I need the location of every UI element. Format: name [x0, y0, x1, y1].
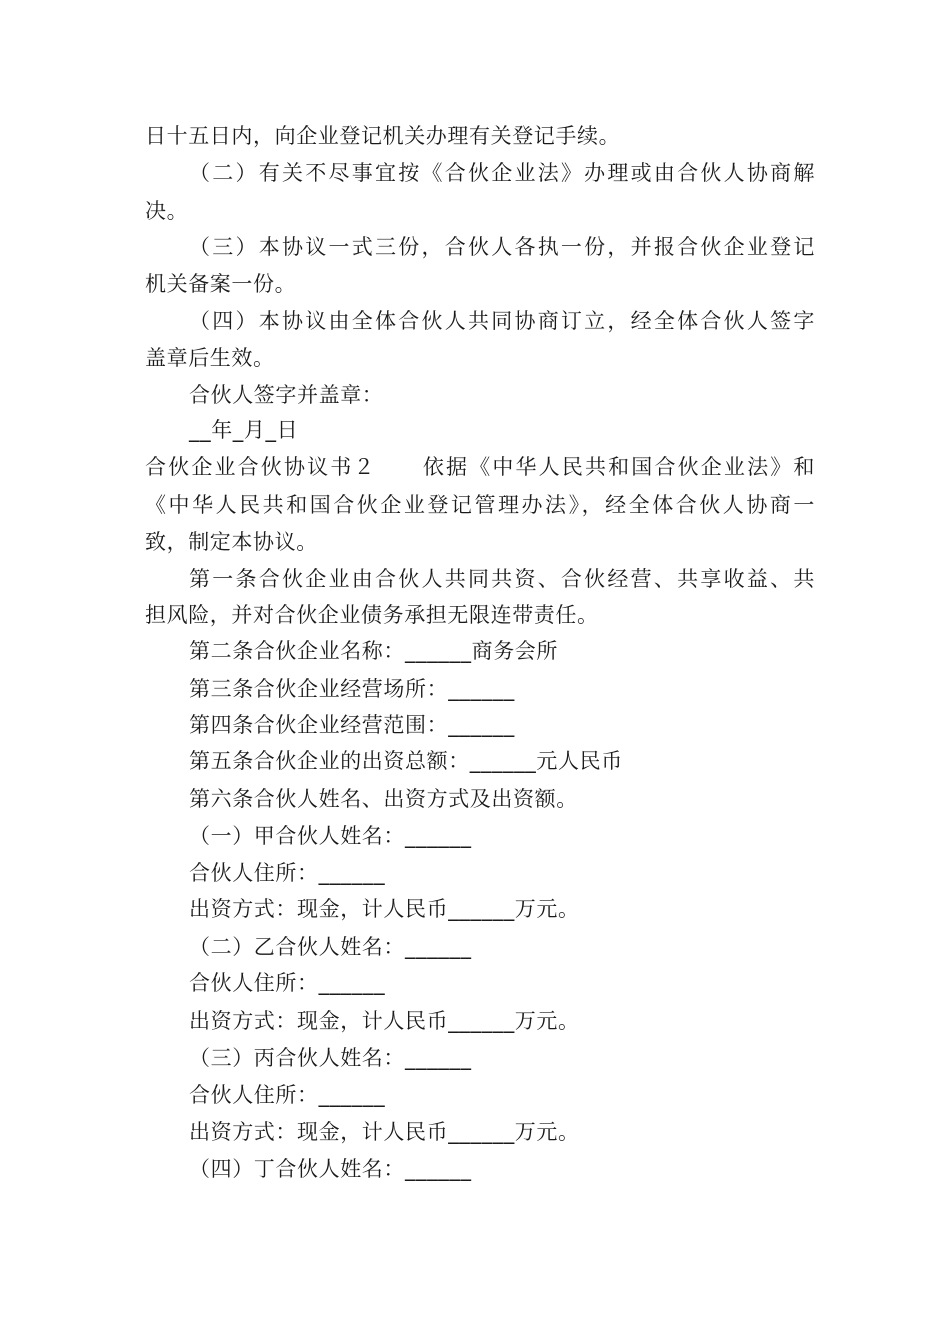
- text-line: __年_月_日: [189, 418, 299, 442]
- text-line: （二）有关不尽事宜按《合伙企业法》办理或由合伙人协商解: [189, 161, 815, 185]
- text-line: 《中华人民共和国合伙企业登记管理办法》，经全体合伙人协商一: [145, 493, 815, 517]
- text-line: 合伙人签字并盖章：: [189, 383, 384, 407]
- text-line: 出资方式：现金，计人民币______万元。: [189, 897, 580, 921]
- section-heading: 合伙企业合伙协议书２ 依据《中华人民共和国合伙企业法》和: [145, 455, 815, 479]
- text-line: 日十五日内，向企业登记机关办理有关登记手续。: [145, 124, 621, 148]
- text-line: （三）本协议一式三份，合伙人各执一份，并报合伙企业登记: [189, 235, 815, 259]
- text-line: 第二条合伙企业名称：______商务会所: [189, 639, 558, 663]
- text-line: （三）丙合伙人姓名：______: [189, 1046, 472, 1070]
- text-line: （二）乙合伙人姓名：______: [189, 935, 472, 959]
- text-line: 出资方式：现金，计人民币______万元。: [189, 1009, 580, 1033]
- text-line: 机关备案一份。: [145, 272, 297, 296]
- text-line: 盖章后生效。: [145, 346, 275, 370]
- text-line: 第一条合伙企业由合伙人共同共资、合伙经营、共享收益、共: [189, 567, 815, 591]
- text-line: 第三条合伙企业经营场所：______: [189, 677, 515, 701]
- text-line: （四）丁合伙人姓名：______: [189, 1157, 472, 1181]
- text-line: 出资方式：现金，计人民币______万元。: [189, 1120, 580, 1144]
- text-line: 合伙人住所：______: [189, 971, 386, 995]
- text-line: 合伙人住所：______: [189, 861, 386, 885]
- text-line: 第四条合伙企业经营范围：______: [189, 713, 515, 737]
- text-line: （一）甲合伙人姓名：______: [189, 824, 472, 848]
- text-line: 合伙人住所：______: [189, 1083, 386, 1107]
- text-line: 担风险，并对合伙企业债务承担无限连带责任。: [145, 603, 599, 627]
- text-line: （四）本协议由全体合伙人共同协商订立，经全体合伙人签字: [189, 309, 815, 333]
- text-line: 决。: [145, 199, 189, 223]
- text-line: 第五条合伙企业的出资总额：______元人民币: [189, 749, 623, 773]
- text-line: 致，制定本协议。: [145, 530, 318, 554]
- text-line: 第六条合伙人姓名、出资方式及出资额。: [189, 787, 578, 811]
